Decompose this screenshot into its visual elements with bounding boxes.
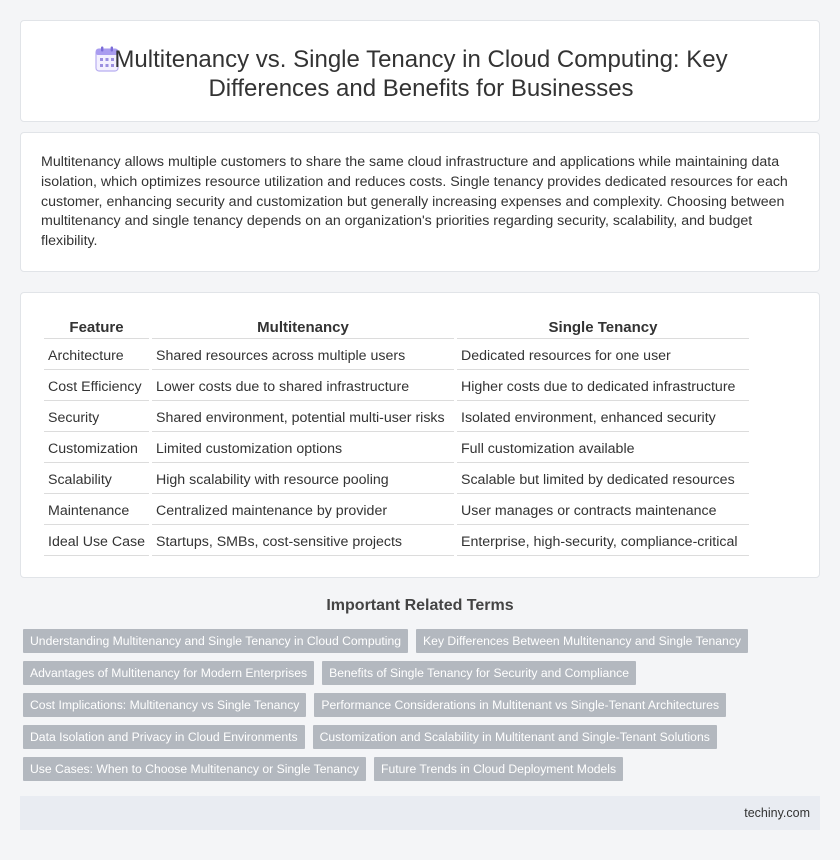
header-multitenancy: Multitenancy [152, 316, 454, 339]
table-cell: Higher costs due to dedicated infrastructure [457, 373, 749, 401]
table-cell: Isolated environment, enhanced security [457, 404, 749, 432]
table-cell: Shared environment, potential multi-user risks [152, 404, 454, 432]
table-row [44, 497, 749, 525]
table-cell: Cost Efficiency [44, 373, 149, 401]
table-cell: Security [44, 404, 149, 432]
table-row [44, 435, 749, 463]
table-row [44, 404, 749, 432]
table-cell: Architecture [44, 342, 149, 370]
footer [20, 796, 820, 830]
related-term-tag[interactable]: Customization and Scalability in Multitenant and Single-Tenant Solutions [313, 725, 717, 749]
related-terms-list [23, 629, 823, 789]
table-header-row [44, 316, 749, 339]
tag-row [23, 693, 823, 717]
related-term-tag[interactable]: Future Trends in Cloud Deployment Models [374, 757, 623, 781]
table-cell: Scalability [44, 466, 149, 494]
tag-row [23, 757, 823, 781]
related-term-tag[interactable]: Advantages of Multitenancy for Modern Enterprises [23, 661, 314, 685]
related-term-tag[interactable]: Benefits of Single Tenancy for Security and Compliance [322, 661, 636, 685]
table-cell: Limited customization options [152, 435, 454, 463]
page-title: Multitenancy vs. Single Tenancy in Cloud Computing: Key Differences and Benefits for Businesses [114, 46, 728, 102]
related-term-tag[interactable]: Data Isolation and Privacy in Cloud Environments [23, 725, 305, 749]
table-cell: High scalability with resource pooling [152, 466, 454, 494]
table-row [44, 373, 749, 401]
table-cell: Ideal Use Case [44, 528, 149, 556]
header-feature: Feature [44, 316, 149, 339]
related-term-tag[interactable]: Use Cases: When to Choose Multitenancy or Single Tenancy [23, 757, 366, 781]
table-cell: Enterprise, high-security, compliance-critical [457, 528, 749, 556]
header-single-tenancy: Single Tenancy [457, 316, 749, 339]
table-cell: Lower costs due to shared infrastructure [152, 373, 454, 401]
tag-row [23, 661, 823, 685]
table-cell: User manages or contracts maintenance [457, 497, 749, 525]
table-cell: Shared resources across multiple users [152, 342, 454, 370]
table-cell: Startups, SMBs, cost-sensitive projects [152, 528, 454, 556]
table-row [44, 528, 749, 556]
related-term-tag[interactable]: Understanding Multitenancy and Single Tenancy in Cloud Computing [23, 629, 408, 653]
table-cell: Full customization available [457, 435, 749, 463]
table-row [44, 466, 749, 494]
tag-row [23, 629, 823, 653]
comparison-table [41, 313, 752, 559]
related-term-tag[interactable]: Performance Considerations in Multitenant vs Single-Tenant Architectures [314, 693, 726, 717]
footer-site-link[interactable]: techiny.com [744, 806, 810, 820]
summary-card [20, 132, 820, 272]
comparison-table-card [20, 292, 820, 578]
table-cell: Customization [44, 435, 149, 463]
summary-text: Multitenancy allows multiple customers to share the same cloud infrastructure and applications while maintaining data isolation, which optimizes resource utilization and reduces costs. Single tenancy provides dedicated resources for each customer, enhancing security and customization but generally increasing expenses and complexity. Choosing between multitenancy and single tenancy depends on an organization's priorities regarding security, scalability, and budget flexibility. [41, 154, 788, 250]
header-card [20, 20, 820, 122]
table-cell: Scalable but limited by dedicated resources [457, 466, 749, 494]
table-cell: Maintenance [44, 497, 149, 525]
table-cell: Centralized maintenance by provider [152, 497, 454, 525]
related-term-tag[interactable]: Cost Implications: Multitenancy vs Single Tenancy [23, 693, 306, 717]
related-term-tag[interactable]: Key Differences Between Multitenancy and Single Tenancy [416, 629, 748, 653]
tag-row [23, 725, 823, 749]
related-terms-title: Important Related Terms [326, 597, 514, 614]
table-row [44, 342, 749, 370]
table-cell: Dedicated resources for one user [457, 342, 749, 370]
